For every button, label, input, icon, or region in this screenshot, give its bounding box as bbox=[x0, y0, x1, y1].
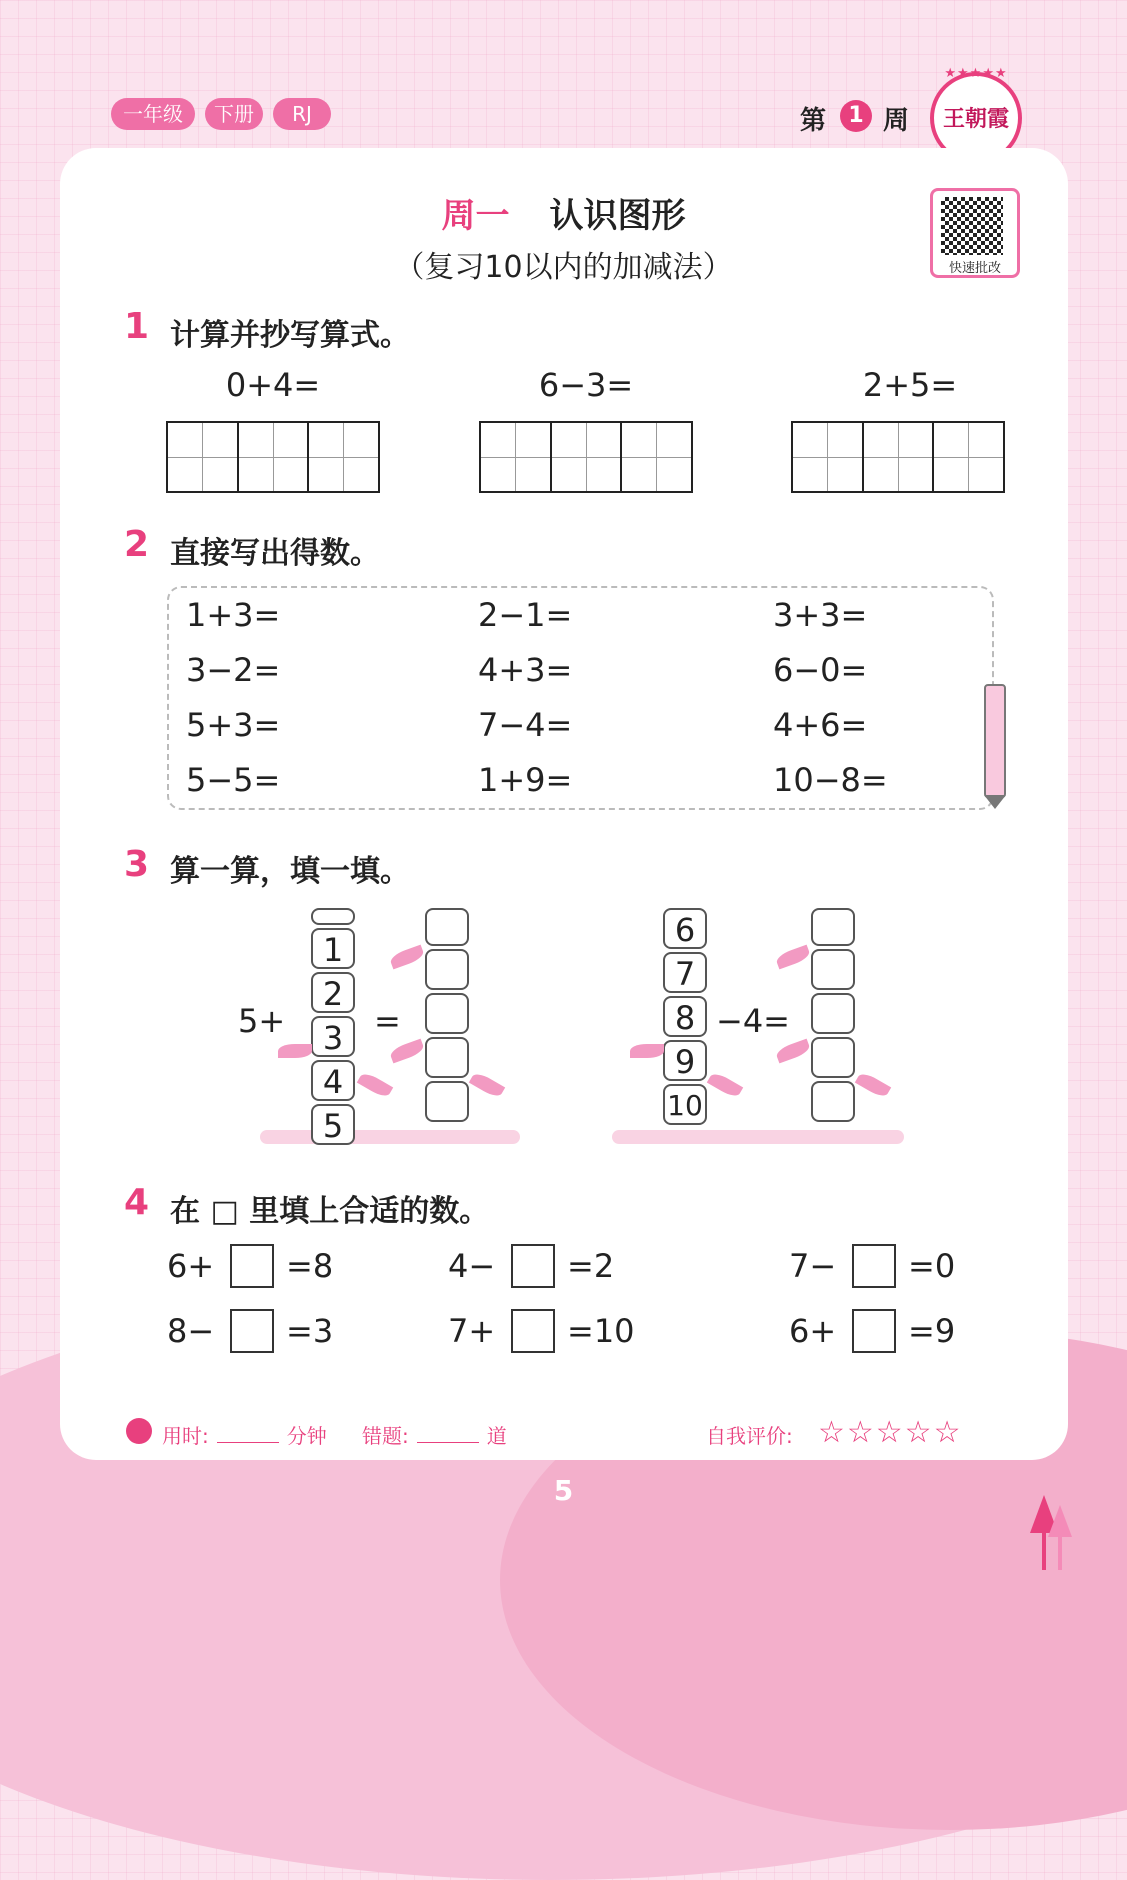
fill-pre: 6+ bbox=[167, 1247, 215, 1285]
answer-box[interactable] bbox=[230, 1244, 274, 1288]
bamboo-segment: 2 bbox=[311, 972, 355, 1013]
equation: 0+4= bbox=[225, 366, 321, 404]
question-number: 2 bbox=[124, 524, 150, 565]
oral-item: 4+3= bbox=[478, 651, 573, 689]
bamboo-stalk-given bbox=[663, 908, 707, 1128]
answer-segment[interactable] bbox=[811, 949, 855, 990]
fill-post: =0 bbox=[908, 1247, 956, 1285]
star-icon: ★★★★★ bbox=[944, 66, 1008, 81]
bamboo-segment: 3 bbox=[311, 1016, 355, 1057]
bamboo-stalk-answer bbox=[811, 908, 855, 1125]
fill-pre: 7− bbox=[789, 1247, 837, 1285]
day-label: 周一 bbox=[441, 196, 510, 236]
grade-tag: 一年级 bbox=[111, 98, 195, 130]
oral-item: 4+6= bbox=[773, 706, 868, 744]
bamboo-operator: −4= bbox=[716, 1002, 790, 1040]
answer-box[interactable] bbox=[852, 1309, 896, 1353]
bamboo-segment: 5 bbox=[311, 1104, 355, 1145]
ground-decoration bbox=[260, 1130, 520, 1144]
answer-box[interactable] bbox=[511, 1244, 555, 1288]
clock-icon bbox=[126, 1418, 152, 1444]
answer-box[interactable] bbox=[511, 1309, 555, 1353]
rating-stars[interactable]: ☆☆☆☆☆ bbox=[818, 1415, 963, 1450]
answer-segment[interactable] bbox=[425, 993, 469, 1034]
volume-tag: 下册 bbox=[205, 98, 263, 130]
week-number: 1 bbox=[840, 100, 872, 132]
arrow-decoration bbox=[1042, 1530, 1046, 1570]
fill-post: =8 bbox=[286, 1247, 334, 1285]
oral-item: 6−0= bbox=[773, 651, 868, 689]
error-count bbox=[362, 1420, 507, 1449]
arrow-up-icon bbox=[1048, 1505, 1072, 1537]
bamboo-segment: 4 bbox=[311, 1060, 355, 1101]
arrow-decoration bbox=[1058, 1535, 1062, 1570]
oral-item: 5−5= bbox=[186, 761, 281, 799]
question-number: 3 bbox=[124, 844, 150, 885]
question-text: 算一算，填一填。 bbox=[170, 854, 410, 889]
answer-segment[interactable] bbox=[811, 993, 855, 1034]
writing-grid[interactable] bbox=[166, 421, 380, 493]
answer-segment[interactable] bbox=[425, 1081, 469, 1122]
answer-box[interactable] bbox=[852, 1244, 896, 1288]
bamboo-leaf-icon bbox=[630, 1044, 664, 1058]
bamboo-prefix: 5+ bbox=[238, 1002, 286, 1040]
grid-cell[interactable] bbox=[239, 423, 310, 491]
qr-label: 快速批改 bbox=[948, 261, 1001, 276]
qr-icon bbox=[941, 197, 1003, 255]
answer-segment[interactable] bbox=[425, 1037, 469, 1078]
time-blank[interactable] bbox=[217, 1442, 279, 1443]
time-label: 用时: bbox=[162, 1424, 209, 1448]
fill-post: =3 bbox=[286, 1312, 334, 1350]
bamboo-segment: 7 bbox=[663, 952, 707, 993]
bamboo-segment: 8 bbox=[663, 996, 707, 1037]
qr-code[interactable] bbox=[930, 188, 1020, 278]
grid-cell[interactable] bbox=[934, 423, 1003, 491]
errors-blank[interactable] bbox=[417, 1442, 479, 1443]
pencil-tip-icon bbox=[984, 795, 1006, 809]
bamboo-leaf-icon bbox=[278, 1044, 312, 1058]
oral-item: 10−8= bbox=[773, 761, 888, 799]
grid-cell[interactable] bbox=[481, 423, 552, 491]
grid-cell[interactable] bbox=[309, 423, 378, 491]
answer-segment[interactable] bbox=[811, 1081, 855, 1122]
writing-grid[interactable] bbox=[791, 421, 1005, 493]
oral-item: 1+9= bbox=[478, 761, 573, 799]
bamboo-top bbox=[425, 908, 469, 946]
bamboo-segment: 6 bbox=[663, 908, 707, 949]
week-suffix: 周 bbox=[883, 106, 910, 136]
question-text: 在 □ 里填上合适的数。 bbox=[170, 1194, 490, 1229]
bamboo-stalk-answer bbox=[425, 908, 469, 1125]
page-subtitle: （复习10以内的加减法） bbox=[394, 250, 733, 285]
oral-item: 1+3= bbox=[186, 596, 281, 634]
question-number: 1 bbox=[124, 306, 150, 347]
fill-pre: 8− bbox=[167, 1312, 215, 1350]
question-text: 计算并抄写算式。 bbox=[170, 318, 410, 353]
question-text: 直接写出得数。 bbox=[170, 536, 380, 571]
time-spent bbox=[162, 1420, 327, 1449]
bamboo-segment: 1 bbox=[311, 928, 355, 969]
bamboo-equals: = bbox=[374, 1002, 401, 1040]
grid-cell[interactable] bbox=[552, 423, 623, 491]
bamboo-segment: 9 bbox=[663, 1040, 707, 1081]
answer-segment[interactable] bbox=[811, 1037, 855, 1078]
grid-cell[interactable] bbox=[622, 423, 691, 491]
answer-segment[interactable] bbox=[425, 949, 469, 990]
question-number: 4 bbox=[124, 1182, 150, 1223]
answer-box[interactable] bbox=[230, 1309, 274, 1353]
fill-pre: 4− bbox=[448, 1247, 496, 1285]
errors-label: 错题: bbox=[362, 1424, 409, 1448]
bamboo-top bbox=[811, 908, 855, 946]
self-eval-label: 自我评价: bbox=[706, 1424, 793, 1448]
oral-item: 2−1= bbox=[478, 596, 573, 634]
fill-post: =9 bbox=[908, 1312, 956, 1350]
bamboo-segment: 10 bbox=[663, 1084, 707, 1125]
time-unit: 分钟 bbox=[286, 1424, 327, 1448]
equation: 6−3= bbox=[538, 366, 634, 404]
brand-name: 王朝霞 bbox=[942, 106, 1009, 132]
week-prefix: 第 bbox=[800, 106, 827, 136]
oral-item: 7−4= bbox=[478, 706, 573, 744]
fill-post: =2 bbox=[567, 1247, 615, 1285]
fill-pre: 7+ bbox=[448, 1312, 496, 1350]
writing-grid[interactable] bbox=[479, 421, 693, 493]
equation: 2+5= bbox=[862, 366, 958, 404]
pencil-mascot-icon bbox=[984, 684, 1006, 798]
bamboo-stalk-given bbox=[311, 908, 355, 1148]
oral-item: 3+3= bbox=[773, 596, 868, 634]
ground-decoration bbox=[612, 1130, 904, 1144]
errors-unit: 道 bbox=[486, 1424, 507, 1448]
grid-cell[interactable] bbox=[168, 423, 239, 491]
topic-label: 认识图形 bbox=[549, 196, 686, 236]
fill-pre: 6+ bbox=[789, 1312, 837, 1350]
page-number: 5 bbox=[553, 1474, 574, 1507]
grid-cell[interactable] bbox=[793, 423, 864, 491]
edition-tag: RJ bbox=[273, 98, 331, 130]
fill-post: =10 bbox=[567, 1312, 635, 1350]
oral-item: 5+3= bbox=[186, 706, 281, 744]
bamboo-top bbox=[311, 908, 355, 925]
oral-item: 3−2= bbox=[186, 651, 281, 689]
grid-cell[interactable] bbox=[864, 423, 935, 491]
